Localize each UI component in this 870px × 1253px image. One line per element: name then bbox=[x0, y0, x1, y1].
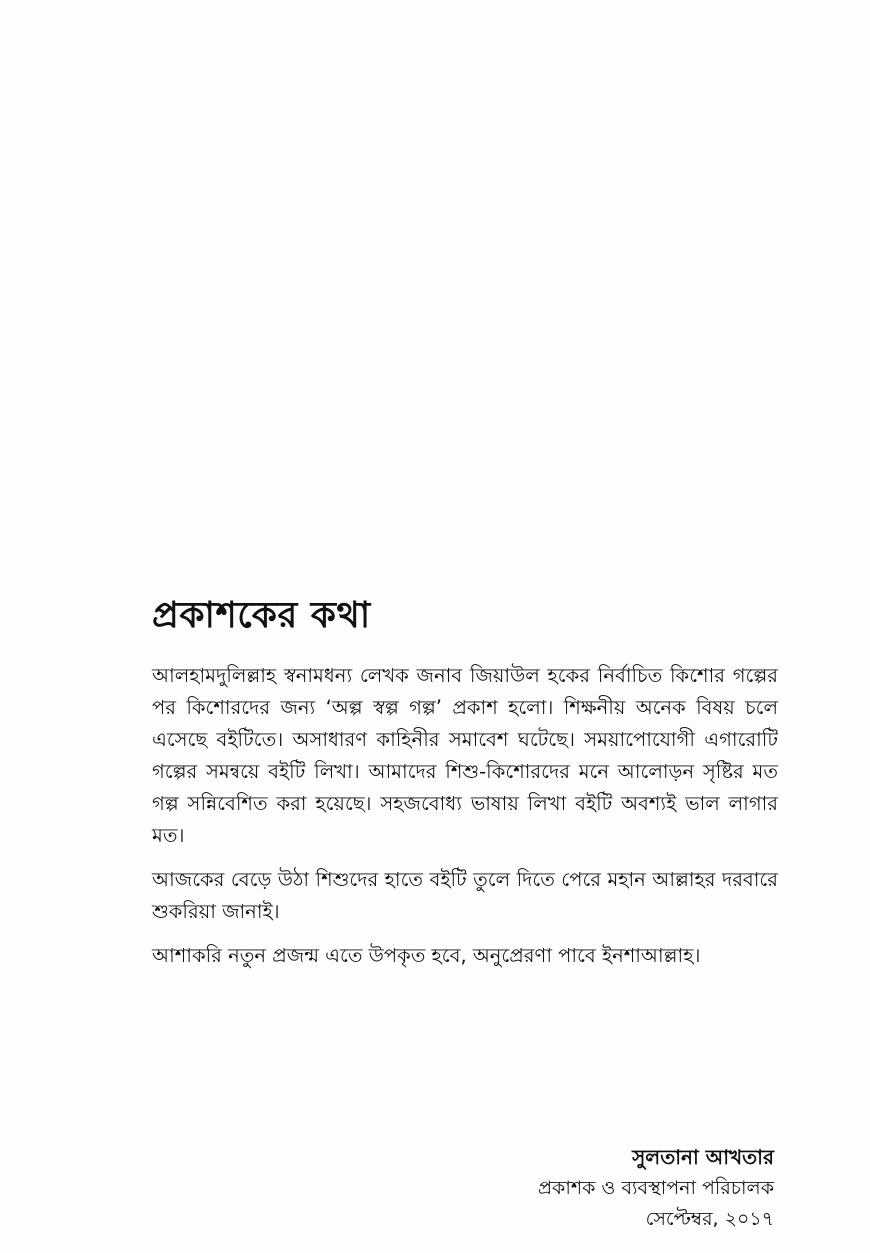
paragraph-1: আলহামদুলিল্লাহ স্বনামধন্য লেখক জনাব জিয়াউল হকের নির্বাচিত কিশোর গল্পের পর কিশোরদের জন্য ‘অল্প স্বল্প গল্প’ প্রকাশ হলো। শিক্ষনীয় অনেক বিষয় চলে এসেছে বইটিতে। অসাধারণ কাহিনীর সমাবেশ ঘটেছে। সময়াপোযোগী এগারোটি গল্পের সমন্বয়ে বইটি লিখা। আমাদের শিশু-কিশোরদের মনে আলোড়ন সৃষ্টির মত গল্প সন্নিবেশিত করা হয়েছে। সহজবোধ্য ভাষায় লিখা বইটি অবশ্যই ভাল লাগার মত। bbox=[152, 664, 778, 847]
signature-role: প্রকাশক ও ব্যবস্থাপনা পরিচালক bbox=[537, 1177, 774, 1199]
signature-date: সেপ্টেম্বর, ২০১৭ bbox=[645, 1208, 774, 1230]
signature-block bbox=[538, 1142, 774, 1235]
paragraph-3: আশাকরি নতুন প্রজন্ম এতে উপকৃত হবে, অনুপ্রেরণা পাবে ইনশাআল্লাহ। bbox=[152, 944, 701, 967]
page-heading: প্রকাশকের কথা bbox=[152, 595, 371, 636]
paragraph-2: আজকের বেড়ে উঠা শিশুদের হাতে বইটি তুলে দিতে পেরে মহান আল্লাহর দরবারে শুকরিয়া জানাই। bbox=[152, 868, 778, 923]
publisher-note-body bbox=[152, 660, 778, 984]
signature-name: সুলতানা আখতার bbox=[632, 1145, 774, 1169]
